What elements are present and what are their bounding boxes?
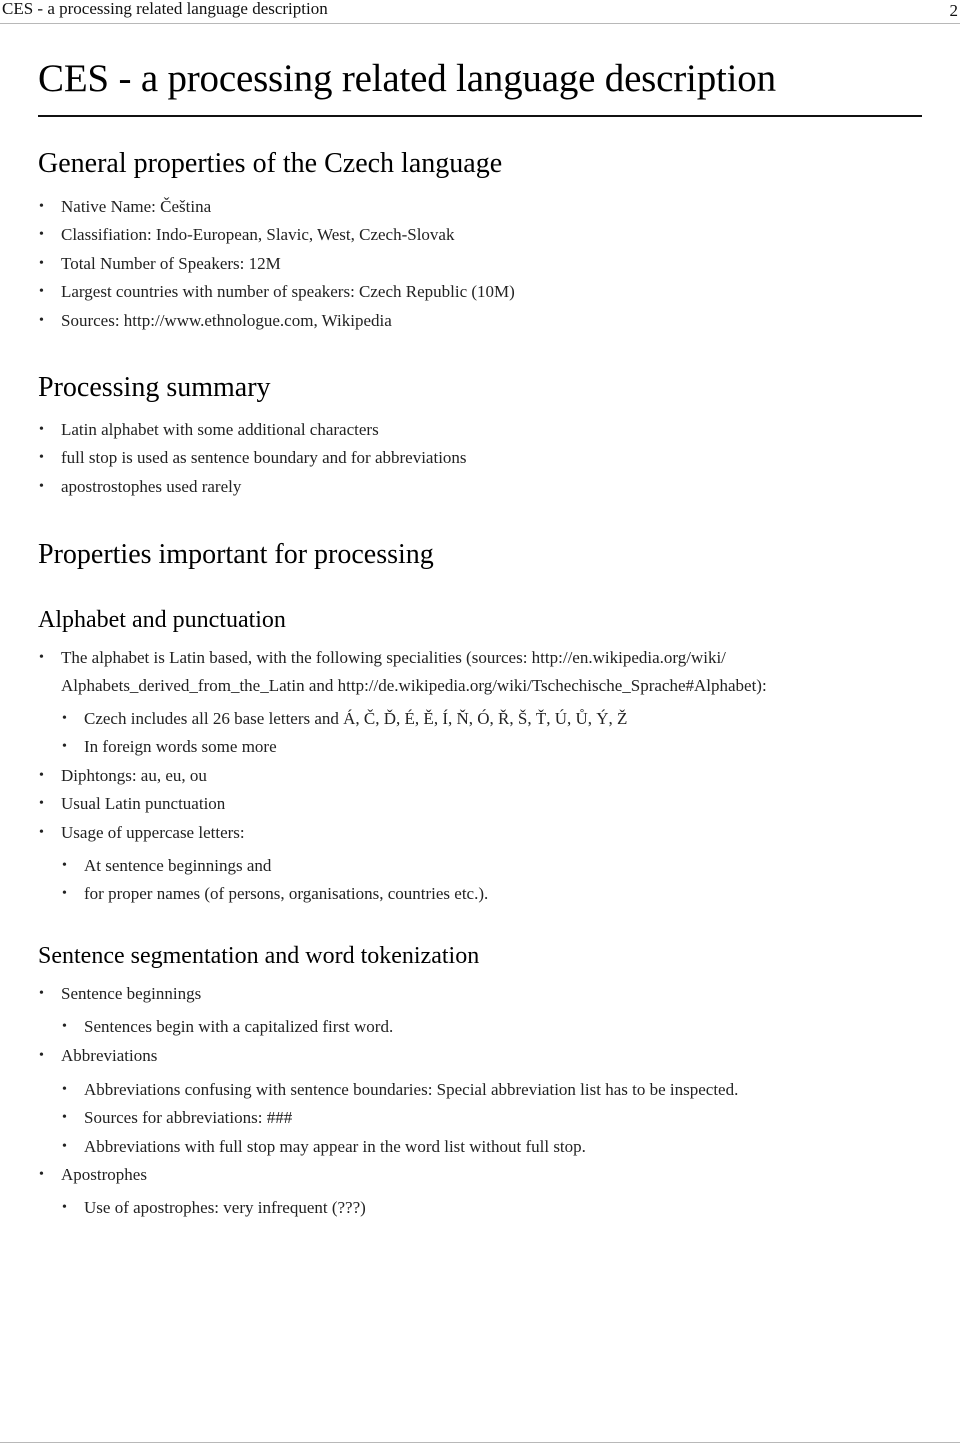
heading-properties-for-processing: Properties important for processing — [38, 539, 434, 570]
list-item: • Usage of uppercase letters: — [39, 822, 245, 842]
list-item: • Sources for abbreviations: ### — [62, 1108, 293, 1128]
segmentation-sublist-1 — [62, 1013, 394, 1041]
heading-alphabet-punctuation: Alphabet and punctuation — [38, 607, 286, 633]
alphabet-list — [39, 762, 245, 847]
title-underline — [38, 115, 922, 117]
page-number: 2 — [949, 1, 958, 20]
list-item: • Abbreviations with full stop may appear in the word list without full stop. — [62, 1136, 586, 1156]
segmentation-list-2 — [39, 1042, 158, 1070]
list-item-continuation: Alphabets_derived_from_the_Latin and http://de.wikipedia.org/wiki/Tschechische_Sprache#Alphabet): — [61, 676, 767, 696]
list-item: • Czech includes all 26 base letters and Á, Č, Ď, É, Ě, Í, Ň, Ó, Ř, Š, Ť, Ú, Ů, Ý, Ž — [62, 709, 628, 728]
list-item: • Use of apostrophes: very infrequent (???) — [62, 1198, 366, 1217]
list-item: • Abbreviations — [39, 1046, 158, 1065]
general-properties-list — [39, 193, 515, 335]
list-item: • apostrostophes used rarely — [39, 476, 242, 496]
list-item: • Usual Latin punctuation — [39, 794, 226, 814]
heading-sentence-segmentation: Sentence segmentation and word tokenization — [38, 943, 480, 969]
list-item: • full stop is used as sentence boundary and for abbreviations — [39, 448, 467, 468]
alphabet-sublist — [62, 705, 628, 762]
running-header-title: CES - a processing related language description — [2, 0, 328, 18]
list-item: • Largest countries with number of speakers: Czech Republic (10M) — [39, 282, 515, 302]
segmentation-sublist-2 — [62, 1076, 739, 1161]
heading-general-properties: General properties of the Czech language — [38, 148, 503, 179]
list-item: • Apostrophes — [39, 1165, 147, 1184]
header-divider — [0, 23, 960, 24]
list-item: • Native Name: Čeština — [39, 197, 212, 216]
list-item: • At sentence beginnings and — [62, 856, 272, 875]
segmentation-sublist-3 — [62, 1194, 366, 1222]
uppercase-usage-sublist — [62, 852, 489, 909]
list-item: • Latin alphabet with some additional characters — [39, 420, 379, 439]
list-item: • Sentence beginnings — [39, 984, 202, 1003]
footer-divider — [0, 1442, 960, 1443]
list-item: • Sources: http://www.ethnologue.com, Wikipedia — [39, 310, 392, 330]
list-item: • Diphtongs: au, eu, ou — [39, 766, 207, 785]
document-title: CES - a processing related language description — [38, 57, 776, 100]
segmentation-list-3 — [39, 1161, 147, 1189]
list-item: • Classifiation: Indo-European, Slavic, West, Czech-Slovak — [39, 225, 455, 245]
list-item: • for proper names (of persons, organisations, countries etc.). — [62, 884, 489, 904]
alphabet-intro-list — [39, 644, 767, 701]
list-item: • Abbreviations confusing with sentence boundaries: Special abbreviation list has to be inspected. — [62, 1080, 739, 1099]
segmentation-list-1 — [39, 980, 202, 1008]
list-item: • The alphabet is Latin based, with the following specialities (sources: http://en.wikipedia.org/wiki/ — [39, 648, 726, 667]
heading-processing-summary: Processing summary — [38, 372, 271, 403]
list-item: • In foreign words some more — [62, 737, 277, 757]
list-item: • Total Number of Speakers: 12M — [39, 253, 281, 273]
processing-summary-list — [39, 416, 467, 501]
list-item: • Sentences begin with a capitalized first word. — [62, 1017, 394, 1036]
